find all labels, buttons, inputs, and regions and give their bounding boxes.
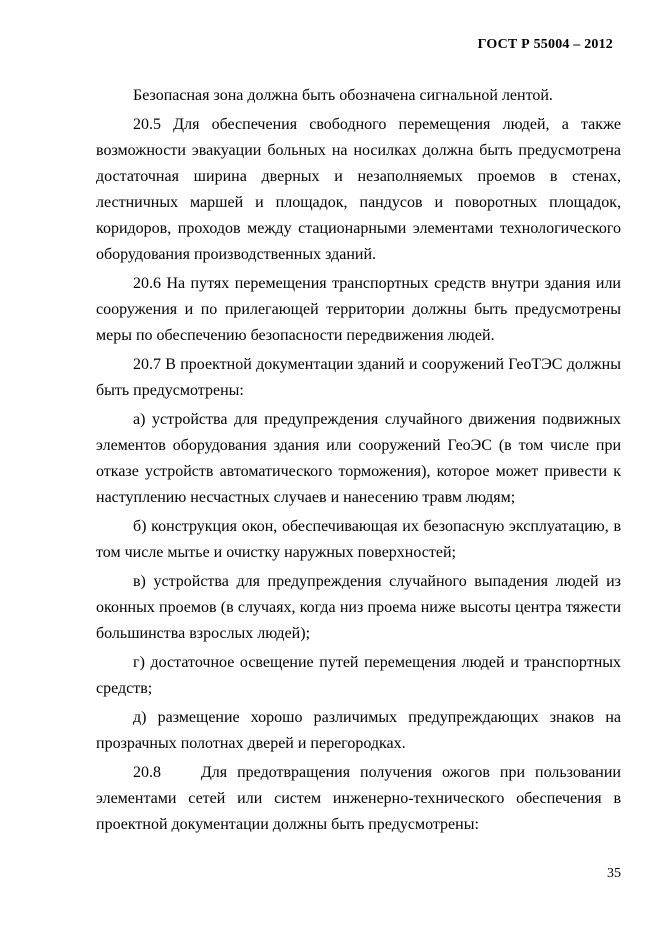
document-code-header: ГОСТ Р 55004 – 2012	[477, 37, 613, 52]
list-item-d: д) размещение хорошо различимых предупреждающих знаков на прозрачных полотнах дверей и перегородках.	[96, 709, 621, 752]
list-item-v: в) устройства для предупреждения случайного выпадения людей из оконных проемов (в случаях, когда низ проема ниже высоты центра тяжести большинства взрослых людей);	[96, 573, 621, 642]
list-item-g: г) достаточное освещение путей перемещения людей и транспортных средств;	[96, 654, 621, 697]
paragraph-20-6: 20.6 На путях перемещения транспортных средств внутри здания или сооружения и по прилегающей территории должны быть предусмотрены меры по обеспечению безопасности передвижения людей.	[96, 275, 621, 344]
list-item-a: а) устройства для предупреждения случайного движения подвижных элементов оборудования здания или сооружений ГеоЭС (в том числе при отказе устройств автоматического торможения), которое может привести к наступлению несчастных случаев и нанесению травм людям;	[96, 411, 621, 506]
page-number: 35	[607, 866, 621, 881]
paragraph-safe-zone: Безопасная зона должна быть обозначена сигнальной лентой.	[133, 87, 553, 104]
paragraph-20-7: 20.7 В проектной документации зданий и сооружений ГеоТЭС должны быть предусмотрены:	[96, 356, 621, 399]
list-item-b: б) конструкция окон, обеспечивающая их безопасную эксплуатацию, в том числе мытье и очистку наружных поверхностей;	[96, 518, 621, 561]
paragraph-20-5: 20.5 Для обеспечения свободного перемещения людей, а также возможности эвакуации больных на носилках должна быть предусмотрена достаточная ширина дверных и незаполняемых проемов в стенах, лестничных маршей и площадок, пандусов и поворотных площадок, коридоров, проходов между стационарными элементами технологического оборудования производственных зданий.	[96, 116, 621, 263]
document-body	[96, 83, 625, 838]
paragraph-20-8: 20.8 Для предотвращения получения ожогов при пользовании элементами сетей или систем инженерно-технического обеспечения в проектной документации должны быть предусмотрены:	[96, 764, 625, 833]
